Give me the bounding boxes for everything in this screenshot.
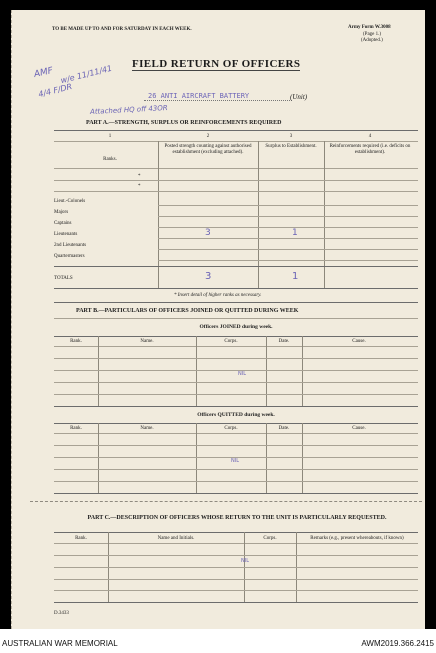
joined-table-bottom xyxy=(54,406,418,407)
footer-accession: AWM2019.366.2415 xyxy=(361,639,434,648)
form-code: D.3433 xyxy=(54,611,69,616)
row-lieutenants: Lieutenants xyxy=(54,232,78,237)
quitted-divider xyxy=(302,423,303,493)
unit-label: (Unit) xyxy=(290,93,308,101)
row-lieut-colonels: Lieut.-Colonels xyxy=(54,199,86,204)
joined-header-rule xyxy=(54,346,418,347)
col-num-4: 4 xyxy=(368,134,372,139)
row-rule xyxy=(54,191,418,192)
quitted-row-rule xyxy=(54,481,418,482)
totals-rule xyxy=(54,266,418,267)
part-b-heading: PART B.—PARTICULARS OF OFFICERS JOINED OR QUITTED DURING WEEK xyxy=(76,308,299,314)
quitted-header-rule xyxy=(54,433,418,434)
joined-heading: Officers JOINED during week. xyxy=(199,324,273,330)
part-c-heading: PART C.—DESCRIPTION OF OFFICERS WHOSE RETURN TO THE UNIT IS PARTICULARLY REQUESTED. xyxy=(87,515,387,521)
quitted-divider xyxy=(98,423,99,493)
part-c-row-rule xyxy=(54,579,418,580)
unit-underline xyxy=(144,100,292,101)
part-a-top-rule xyxy=(54,130,418,131)
perforation-line xyxy=(30,501,422,502)
joined-col-corps: Corps. xyxy=(224,339,238,344)
quitted-col-rank: Rank. xyxy=(70,426,82,431)
col-num-3: 3 xyxy=(289,134,293,139)
header-rule xyxy=(54,168,418,169)
col-num-1: 1 xyxy=(108,134,112,139)
joined-divider xyxy=(302,336,303,406)
handwritten-note-amf: AMF xyxy=(33,66,54,80)
quitted-divider xyxy=(196,423,197,493)
quitted-col-cause: Cause. xyxy=(352,426,366,431)
quitted-row-rule xyxy=(54,469,418,470)
joined-divider xyxy=(266,336,267,406)
joined-col-name: Name. xyxy=(140,339,154,344)
part-c-col-corps: Corps. xyxy=(263,536,277,541)
col-num-rule xyxy=(54,141,418,142)
row-rule xyxy=(158,260,418,261)
quitted-heading: Officers QUITTED during week. xyxy=(197,412,275,418)
totals-label: TOTALS xyxy=(54,276,73,281)
form-adopted: (Adopted.) xyxy=(361,38,383,43)
header-reinforcements: Reinforcements required (i.e. deficits on establishment). xyxy=(329,144,411,155)
row-quartermasters: Quartermasters xyxy=(54,254,85,259)
joined-nil: NIL xyxy=(238,371,247,377)
joined-row-rule xyxy=(54,382,418,383)
quitted-nil: NIL xyxy=(231,458,240,464)
joined-table-top xyxy=(54,336,418,337)
header-posted: Posted strength counting against authorised establishment (excluding attached). xyxy=(164,144,252,155)
part-c-col-rank: Rank. xyxy=(75,536,87,541)
quitted-col-date: Date. xyxy=(278,426,290,431)
row-rule xyxy=(54,180,418,181)
row-captains: Captains xyxy=(54,221,72,226)
joined-divider xyxy=(98,336,99,406)
quitted-col-corps: Corps. xyxy=(224,426,238,431)
row-rule xyxy=(158,238,418,239)
form-page: (Page 1.) xyxy=(363,32,382,37)
part-c-nil: NIL xyxy=(241,558,250,564)
quitted-table-top xyxy=(54,423,418,424)
row-rule xyxy=(158,205,418,206)
part-b-subrule xyxy=(54,318,418,319)
joined-col-cause: Cause. xyxy=(352,339,366,344)
joined-row-rule xyxy=(54,394,418,395)
header-ranks: Ranks. xyxy=(103,157,117,162)
handwritten-note-date: w/e 11/11/41 xyxy=(59,63,113,86)
part-c-col-name: Name and Initials. xyxy=(157,536,195,541)
row-rule xyxy=(158,216,418,217)
joined-row-rule xyxy=(54,370,418,371)
footer-source: AUSTRALIAN WAR MEMORIAL xyxy=(2,639,118,648)
col-num-2: 2 xyxy=(206,134,210,139)
handwritten-attached: Attached HQ off 43OR xyxy=(89,103,168,117)
page-title: FIELD RETURN OF OFFICERS xyxy=(132,58,301,70)
unit-stamp: 26 ANTI AIRCRAFT BATTERY xyxy=(148,92,250,100)
row-rule xyxy=(158,227,418,228)
quitted-col-name: Name. xyxy=(140,426,154,431)
row-2nd-lieutenants: 2nd Lieutenants xyxy=(54,243,87,248)
form-number: Army Form W.3008 xyxy=(348,25,391,30)
footer-bar xyxy=(0,629,436,653)
row-higher-rank-2: * xyxy=(138,184,141,189)
part-a-heading: PART A.—STRENGTH, SURPLUS OR REINFORCEMENTS REQUIRED xyxy=(86,120,282,126)
row-majors: Majors xyxy=(54,210,69,215)
quitted-divider xyxy=(266,423,267,493)
total-posted: 3 xyxy=(205,271,212,282)
part-c-table-bottom xyxy=(54,602,418,603)
lieutenants-surplus: 1 xyxy=(292,228,298,238)
total-surplus: 1 xyxy=(292,271,299,282)
joined-col-date: Date. xyxy=(278,339,290,344)
joined-divider xyxy=(196,336,197,406)
part-c-row-rule xyxy=(54,555,418,556)
quitted-table-bottom xyxy=(54,493,418,494)
joined-row-rule xyxy=(54,358,418,359)
part-b-top-rule xyxy=(54,302,418,303)
part-c-row-rule xyxy=(54,590,418,591)
handwritten-note-fdr: 4/4 F/DR xyxy=(37,81,74,100)
row-higher-rank-1: * xyxy=(138,174,141,179)
quitted-row-rule xyxy=(54,445,418,446)
part-a-footnote: * Insert detail of higher ranks as necessary. xyxy=(174,293,262,298)
part-c-row-rule xyxy=(54,567,418,568)
part-c-col-remarks: Remarks (e.g., present whereabouts, if known) xyxy=(310,536,404,541)
header-surplus: Surplus to Establishment. xyxy=(265,144,317,149)
part-a-bottom-rule xyxy=(54,288,418,289)
joined-col-rank: Rank. xyxy=(70,339,82,344)
row-rule xyxy=(158,249,418,250)
form-sheet xyxy=(11,10,425,629)
lieutenants-posted: 3 xyxy=(205,228,211,238)
made-up-note: TO BE MADE UP TO AND FOR SATURDAY IN EACH WEEK. xyxy=(52,27,192,32)
